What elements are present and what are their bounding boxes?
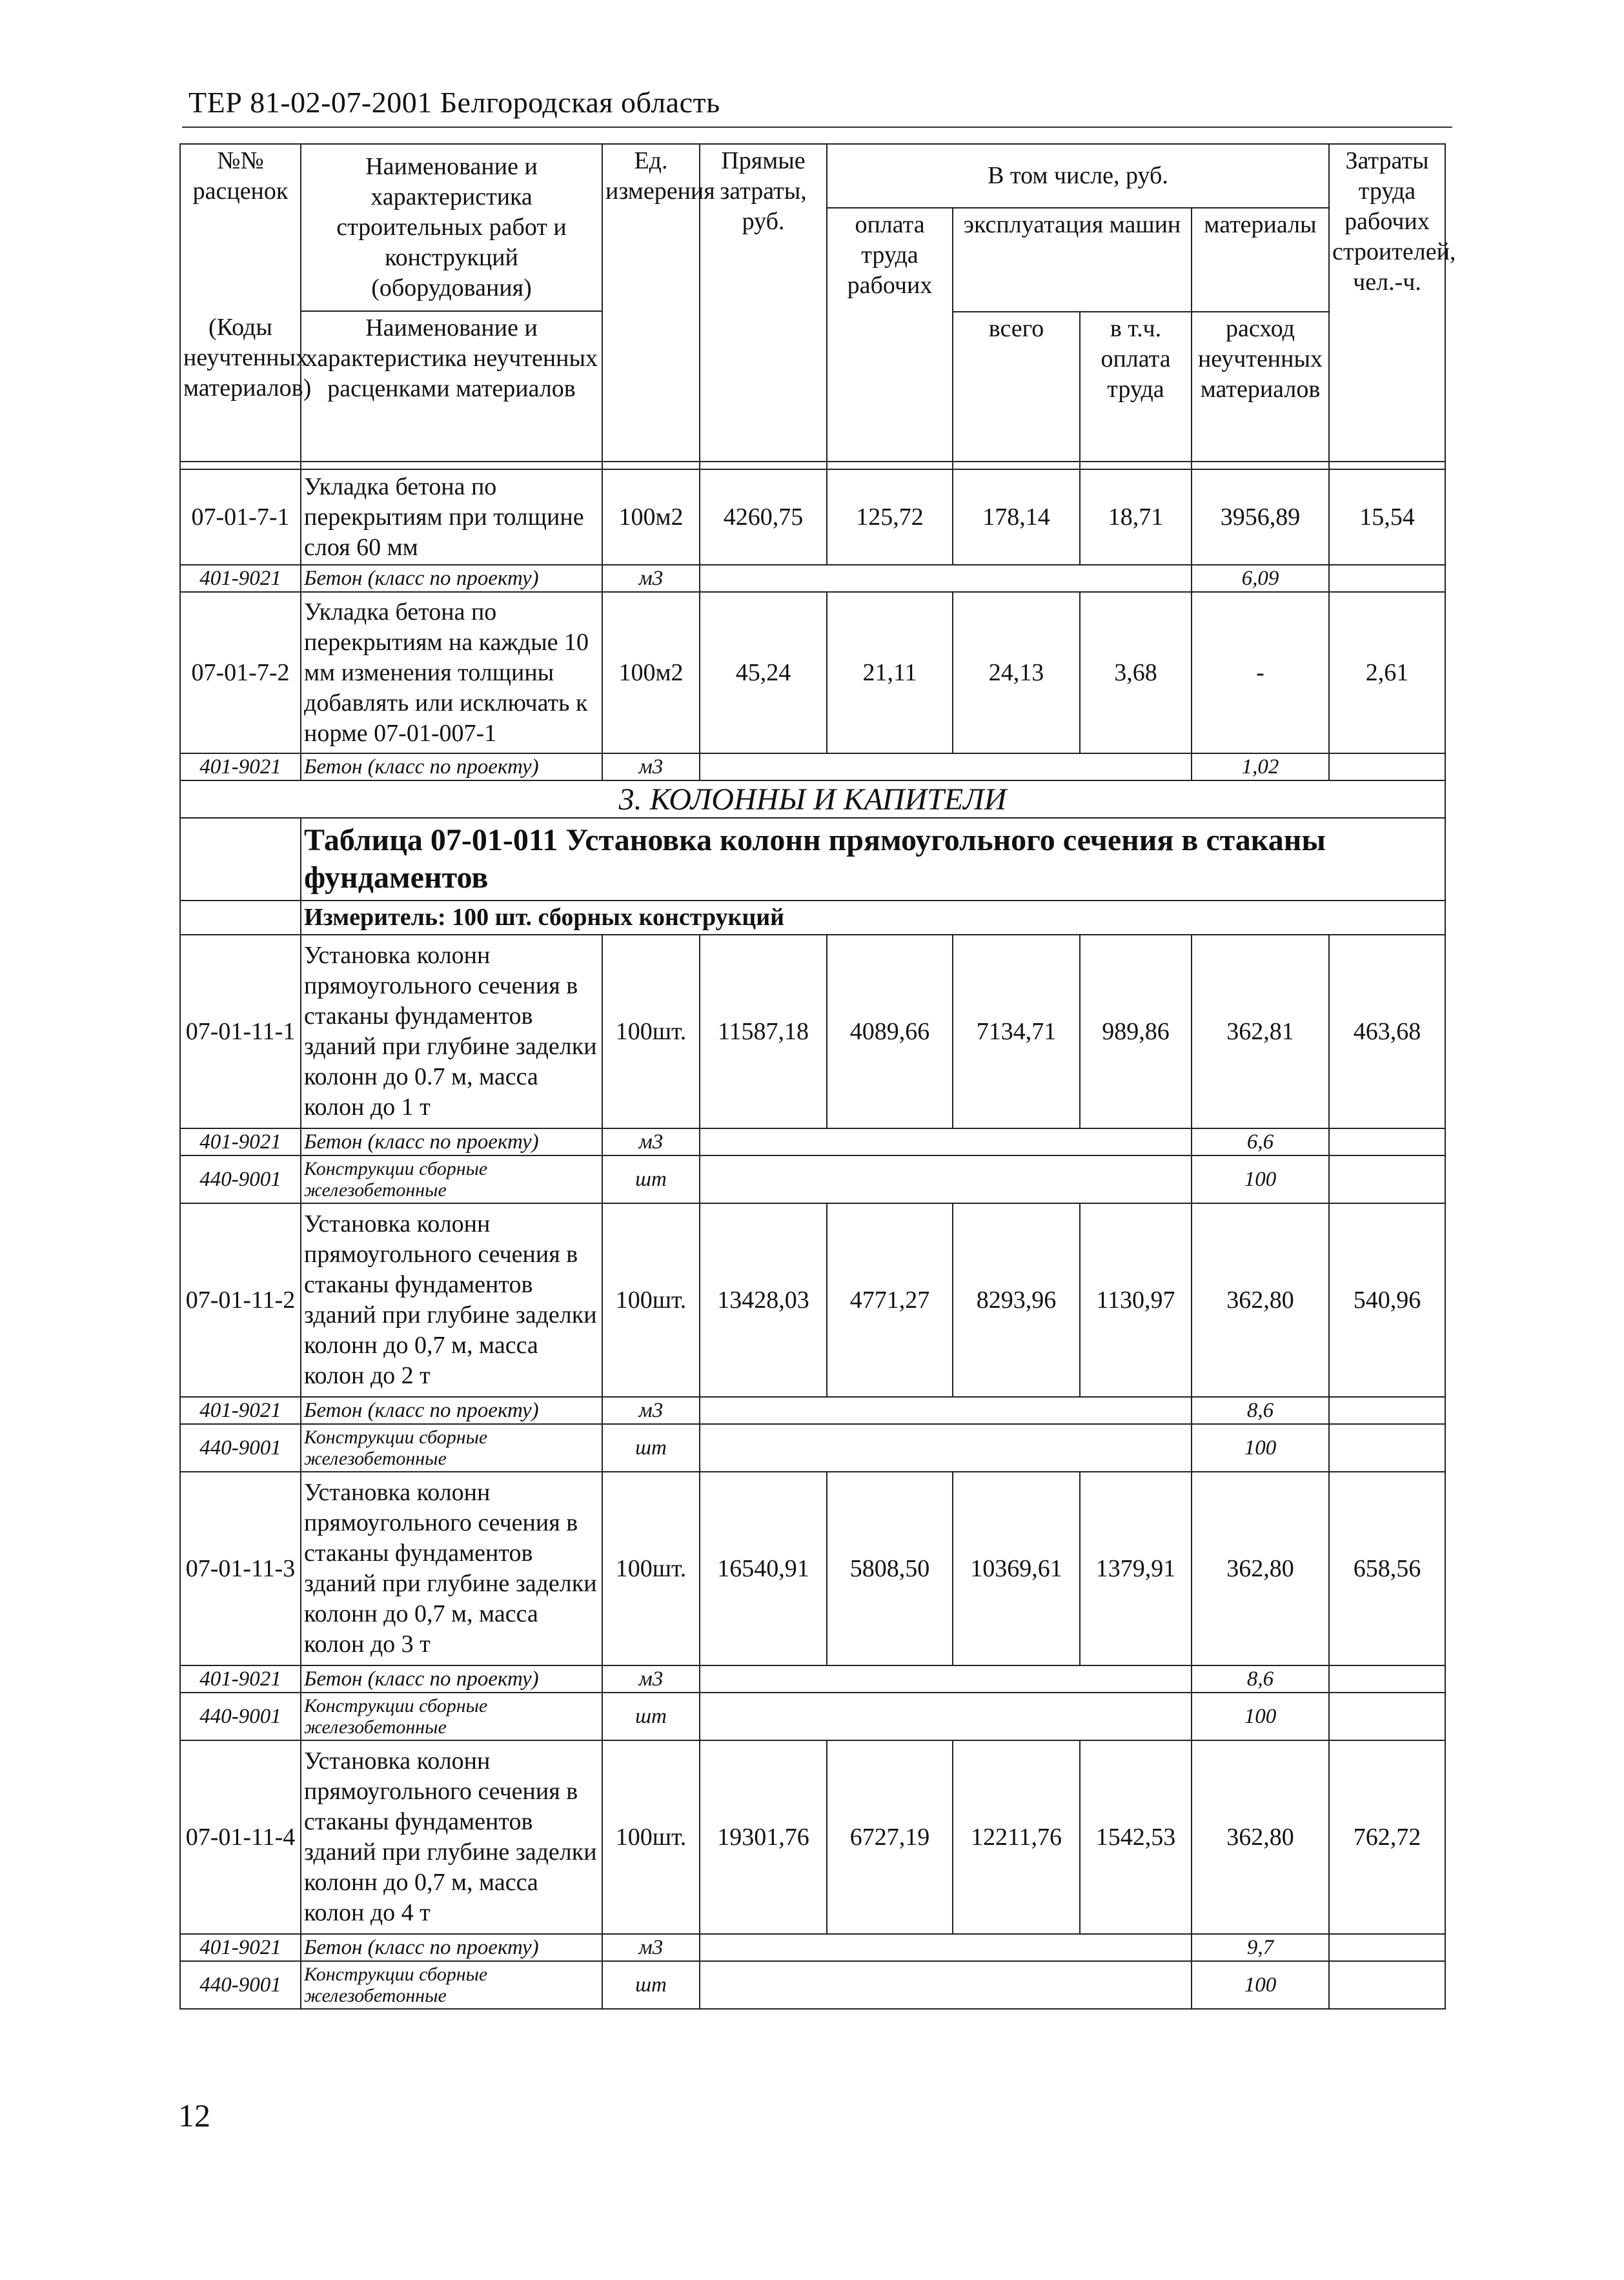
rates-table	[179, 143, 1456, 2010]
col-machines-incl-header: в т.ч. оплата труда	[1080, 312, 1192, 462]
material-row: 401-9021 Бетон (класс по проекту) м3 6,6	[180, 1128, 1445, 1155]
col-materials-alt-header: расход неучтенных материалов	[1192, 312, 1329, 462]
col-direct-header: Прямые затраты, руб.	[700, 144, 827, 462]
page-number: 12	[178, 2097, 210, 2133]
col-incl-header: В том числе, руб.	[827, 144, 1329, 208]
col-code-header: №№ расценок	[180, 144, 301, 208]
material-row: 440-9001 Конструкции сборные железобетонные шт 100	[180, 1155, 1445, 1203]
page-header-title: ТЕР 81-02-07-2001 Белгородская область	[188, 86, 720, 119]
material-row: 401-9021 Бетон (класс по проекту) м3 9,7	[180, 1934, 1445, 1961]
col-code-alt-header: (Коды неучтенных материалов)	[180, 311, 301, 462]
col-machines-header: эксплуатация машин	[953, 208, 1192, 312]
table-title: Таблица 07-01-011 Установка колонн прямоугольного сечения в стаканы фундаментов	[301, 818, 1445, 901]
table-row: 07-01-11-4 Установка колонн прямоугольного сечения в стаканы фундаментов зданий при глубине заделки колонн до 0,7 м, масса колон до 4 т 100шт. 19301,76 6727,19 12211,76 1542,53 362,80 762,72	[180, 1740, 1445, 1934]
table-row: 07-01-11-2 Установка колонн прямоугольного сечения в стаканы фундаментов зданий при глубине заделки колонн до 0,7 м, масса колон до 2 т 100шт. 13428,03 4771,27 8293,96 1130,97 362,80 540,96	[180, 1203, 1445, 1397]
col-materials-header: материалы	[1192, 208, 1329, 312]
table-row: 07-01-11-1 Установка колонн прямоугольного сечения в стаканы фундаментов зданий при глубине заделки колонн до 0.7 м, масса колон до 1 т 100шт. 11587,18 4089,66 7134,71 989,86 362,81 463,68	[180, 935, 1445, 1128]
table-row: 07-01-11-3 Установка колонн прямоугольного сечения в стаканы фундаментов зданий при глубине заделки колонн до 0,7 м, масса колон до 3 т 100шт. 16540,91 5808,50 10369,61 1379,91 362,80 658,56	[180, 1472, 1445, 1665]
material-row: 401-9021 Бетон (класс по проекту) м3 1,02	[180, 753, 1445, 780]
col-unit-header: Ед. измерения	[602, 144, 700, 462]
material-row: 401-9021 Бетон (класс по проекту) м3 8,6	[180, 1397, 1445, 1424]
material-row: 401-9021 Бетон (класс по проекту) м3 6,09	[180, 565, 1445, 592]
table-row: 07-01-7-2 Укладка бетона по перекрытиям на каждые 10 мм изменения толщины добавлять или исключать к норме 07-01-007-1 100м2 45,24 21,11 24,13 3,68 - 2,61	[180, 592, 1445, 753]
col-code-header-space	[180, 208, 301, 311]
material-row: 440-9001 Конструкции сборные железобетонные шт 100	[180, 1693, 1445, 1740]
measure-unit: Измеритель: 100 шт. сборных конструкций	[301, 901, 1445, 935]
material-row: 440-9001 Конструкции сборные железобетонные шт 100	[180, 1424, 1445, 1472]
col-machines-total-header: всего	[953, 312, 1080, 462]
header-rule	[182, 127, 1452, 128]
col-labor-cost-header: Затраты труда рабочих строителей, чел.-ч.	[1329, 144, 1445, 462]
col-name-alt-header: Наименование и характеристика неучтенных расценками материалов	[301, 311, 602, 462]
section-heading: 3. КОЛОННЫ И КАПИТЕЛИ	[180, 780, 1445, 818]
material-row: 440-9001 Конструкции сборные железобетонные шт 100	[180, 1961, 1445, 2009]
col-name-header: Наименование и характеристика строительных работ и конструкций (оборудования)	[301, 144, 602, 311]
table-row: 07-01-7-1 Укладка бетона по перекрытиям при толщине слоя 60 мм 100м2 4260,75 125,72 178,14 18,71 3956,89 15,54	[180, 469, 1445, 565]
col-labor-pay-header: оплата труда рабочих	[827, 208, 953, 462]
material-row: 401-9021 Бетон (класс по проекту) м3 8,6	[180, 1665, 1445, 1693]
